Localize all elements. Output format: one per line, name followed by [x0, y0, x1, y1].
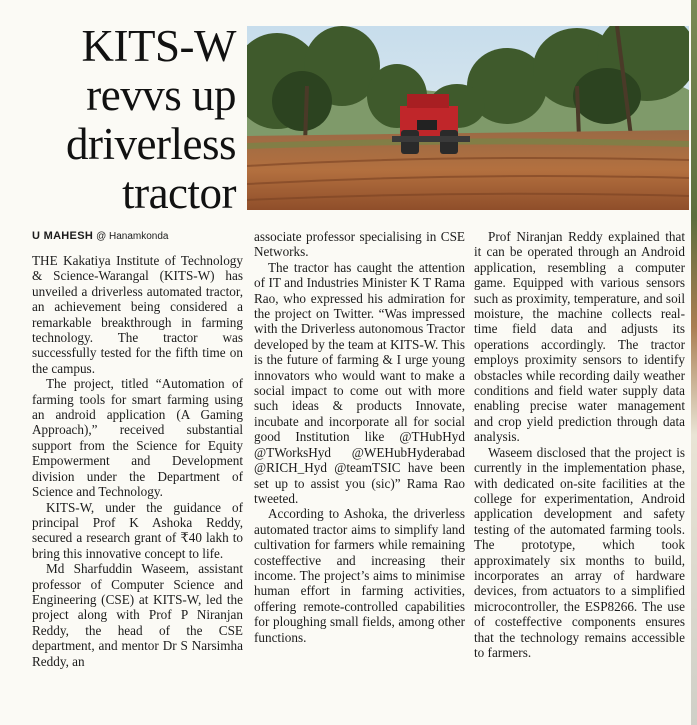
paragraph: associate professor specialising in CSE Networks. — [254, 229, 465, 260]
paragraph: Waseem disclosed that the project is currently in the implementation phase, with dedicated on-site facilities at the college for experimentation, Android application development and safety testing of the automated farming tools. The prototype, which took approximately six months to build, incorporates an array of hardware devices, from actuators to a simplified microcontroller, the ESP8266. The use of costeffective components ensures that the technology remains accessible to farmers. — [474, 444, 685, 660]
tractor-photo — [247, 26, 689, 210]
headline-line: KITS-W — [81, 21, 236, 71]
paragraph: Prof Niranjan Reddy explained that it can be operated through an Android application, resembling a computer game. Equipped with various sensors such as proximity, temperature, and soil moisture, the machine collects real-time field data and adjusts its operations accordingly. The tractor employs proximity sensors to identify obstacles while recording daily weather conditions and field water supply data enabling precise water management and crop yield prediction through data analysis. — [474, 229, 685, 445]
headline-line: driverless — [66, 119, 236, 169]
paragraph: THE Kakatiya Institute of Technology & Science-Warangal (KITS-W) has unveiled a driverless automated tractor, an achievement being considered a remarkable breakthrough in farming technology. The tractor was successfully tested for the fifth time on the campus. — [32, 253, 243, 376]
article-column-1 — [32, 253, 243, 669]
article-column-2 — [254, 229, 465, 645]
byline — [32, 229, 242, 244]
paragraph: KITS-W, under the guidance of principal Prof K Ashoka Reddy, secured a research grant of ₹40 lakh to bring this innovative concept to life. — [32, 499, 243, 561]
headline-line: tractor — [122, 168, 236, 218]
paragraph: The tractor has caught the attention of IT and Industries Minister K T Rama Rao, who expressed his admiration for the project on Twitter. “Was impressed with the Driverless autonomous Tractor developed by the team at KITS-W. This is the future of farming & I urge young innovators who would want to make a social impact to come out with more such ideas & products Innovate, incubate and incorporate all for social good Institution like @THubHyd @TWorksHyd @WEHubHyderabad @RICH_Hyd @teamTSIC have been set up to assist you (sic)” Rama Rao tweeted. — [254, 259, 465, 506]
author-name: U MAHESH — [32, 230, 94, 242]
article-column-3 — [474, 229, 685, 660]
paragraph: The project, titled “Automation of farming tools for smart farming using an android application (A Gaming Approach),” received substantial support from the Science for Equity Empowerment and Development division under the Department of Science and Technology. — [32, 376, 243, 500]
headline-line: revvs up — [86, 70, 236, 120]
headline — [24, 22, 236, 218]
adjacent-photo-edge — [691, 0, 697, 725]
paragraph: Md Sharfuddin Waseem, assistant professor of Computer Science and Engineering (CSE) at KITS-W, led the project along with Prof P Niranjan Reddy, the head of the CSE department, and mentor Dr S Narsimha Reddy, an — [32, 561, 243, 669]
author-location: @ Hanamkonda — [96, 231, 169, 242]
paragraph: According to Ashoka, the driverless automated tractor aims to simplify land cultivation for farmers while remaining costeffective and increasing their income. The project’s aims to minimise human effort in farming activities, offering remote-controlled capabilities for ploughing small fields, among other functions. — [254, 506, 465, 645]
